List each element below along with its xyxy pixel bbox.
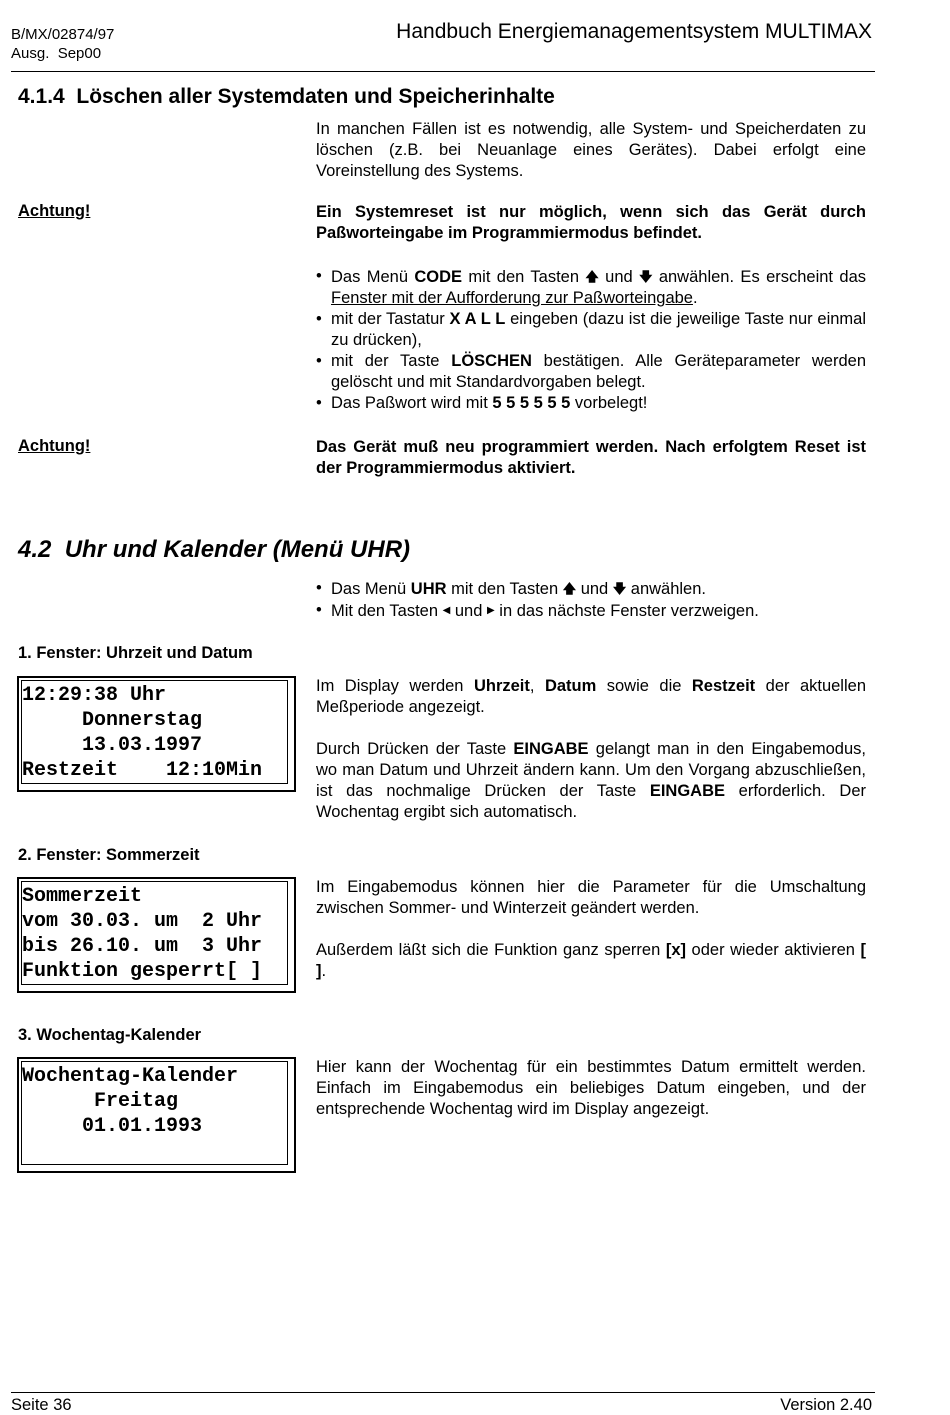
section-heading-42: 4.2 Uhr und Kalender (Menü UHR)	[18, 536, 411, 563]
lcd-line: Wochentag-Kalender	[22, 1065, 239, 1088]
doc-number: B/MX/02874/97	[11, 26, 115, 43]
lcd-line: 01.01.1993	[22, 1115, 203, 1138]
window2-label: 2. Fenster: Sommerzeit	[18, 846, 200, 864]
arrow-down-icon: 🡇	[639, 269, 653, 284]
lcd-line	[22, 1139, 287, 1164]
edition: Ausg. Sep00	[11, 45, 102, 62]
password-window-link: Fenster mit der Aufforderung zur Paßworteingabe	[331, 289, 693, 307]
list-item: • Das Paßwort wird mit 5 5 5 5 5 5 vorbelegt!	[316, 393, 866, 414]
warning-text-1: Ein Systemreset ist nur möglich, wenn sich das Gerät durch Paßworteingabe im Programmiermodus befindet.	[316, 203, 866, 242]
lcd-line: Funktion gesperrt[ ]	[22, 960, 263, 983]
list-item: • Das Menü UHR mit den Tasten 🡅 und 🡇 anwählen.	[316, 578, 866, 600]
triangle-left-icon: ◀	[442, 605, 451, 616]
intro-paragraph: In manchen Fällen ist es notwendig, alle System- und Speicherdaten zu löschen (z.B. bei Neuanlage eines Gerätes). Dabei erfolgt eine Voreinstellung des Systems.	[316, 120, 866, 180]
lcd-display-summertime	[17, 877, 296, 993]
section-heading-414: 4.1.4 Löschen aller Systemdaten und Speicherinhalte	[18, 85, 555, 108]
window3-description: Hier kann der Wochentag für ein bestimmtes Datum ermittelt werden. Einfach im Eingabemodus ein beliebiges Datum eingeben, und der entsprechende Wochentag wird im Display angezeigt.	[316, 1058, 866, 1118]
lcd-line: Restzeit 12:10Min	[22, 759, 263, 782]
header-rule	[11, 71, 875, 72]
warning-text-2: Das Gerät muß neu programmiert werden. Nach erfolgtem Reset ist der Programmiermodus aktiviert.	[316, 438, 866, 477]
page-number: Seite 36	[11, 1396, 72, 1414]
lcd-line: Freitag	[22, 1090, 179, 1113]
lcd-display-weekday-calendar	[17, 1057, 296, 1173]
reset-steps	[316, 266, 866, 414]
list-item: • Mit den Tasten ◀ und ▶ in das nächste Fenster verzweigen.	[316, 600, 866, 622]
list-item: • Das Menü CODE mit den Tasten 🡅 und 🡇 anwählen. Es erscheint das Fenster mit der Aufforderung zur Paßworteingabe.	[316, 266, 866, 309]
arrow-down-icon: 🡇	[612, 581, 627, 596]
arrow-up-icon: 🡅	[562, 581, 577, 596]
footer-rule	[11, 1392, 875, 1393]
warning-label-2: Achtung!	[18, 437, 91, 455]
lcd-line: Sommerzeit	[22, 885, 143, 908]
document-reference	[11, 25, 114, 63]
list-item: • mit der Taste LÖSCHEN bestätigen. Alle Geräteparameter werden gelöscht und mit Standardvorgaben belegt.	[316, 351, 866, 393]
window1-description: Im Display werden Uhrzeit, Datum sowie die Restzeit der aktuellen Meßperiode angezeigt. Durch Drücken der Taste EINGABE gelangt man in den Eingabemodus, wo man Datum und Uhrzeit ändern kann. Um den Vorgang abzuschließen, ist das nochmalige Drücken der Taste EINGABE erforderlich. Der Wochentag ergibt sich automatisch.	[316, 677, 867, 821]
arrow-up-icon: 🡅	[585, 269, 599, 284]
lcd-line: Donnerstag	[22, 709, 203, 732]
lcd-line: vom 30.03. um 2 Uhr	[22, 910, 263, 933]
version-label: Version 2.40	[780, 1396, 872, 1414]
manual-title: Handbuch Energiemanagementsystem MULTIMAX	[396, 20, 872, 43]
window2-description: Im Eingabemodus können hier die Parameter für die Umschaltung zwischen Sommer- und Winterzeit geändert werden. Außerdem läßt sich die Funktion ganz sperren [x] oder wieder aktivieren [ ].	[316, 878, 866, 980]
lcd-line: 12:29:38 Uhr	[22, 684, 167, 707]
window3-label: 3. Wochentag-Kalender	[18, 1026, 202, 1044]
lcd-line: 13.03.1997	[22, 734, 203, 757]
triangle-right-icon: ▶	[487, 605, 495, 616]
lcd-line: bis 26.10. um 3 Uhr	[22, 935, 263, 958]
list-item: • mit der Tastatur X A L L eingeben (dazu ist die jeweilige Taste nur einmal zu drücken),	[316, 309, 866, 351]
window1-label: 1. Fenster: Uhrzeit und Datum	[18, 644, 253, 662]
lcd-display-clock	[17, 676, 296, 792]
clock-menu-steps	[316, 578, 866, 622]
warning-label-1: Achtung!	[18, 202, 91, 220]
